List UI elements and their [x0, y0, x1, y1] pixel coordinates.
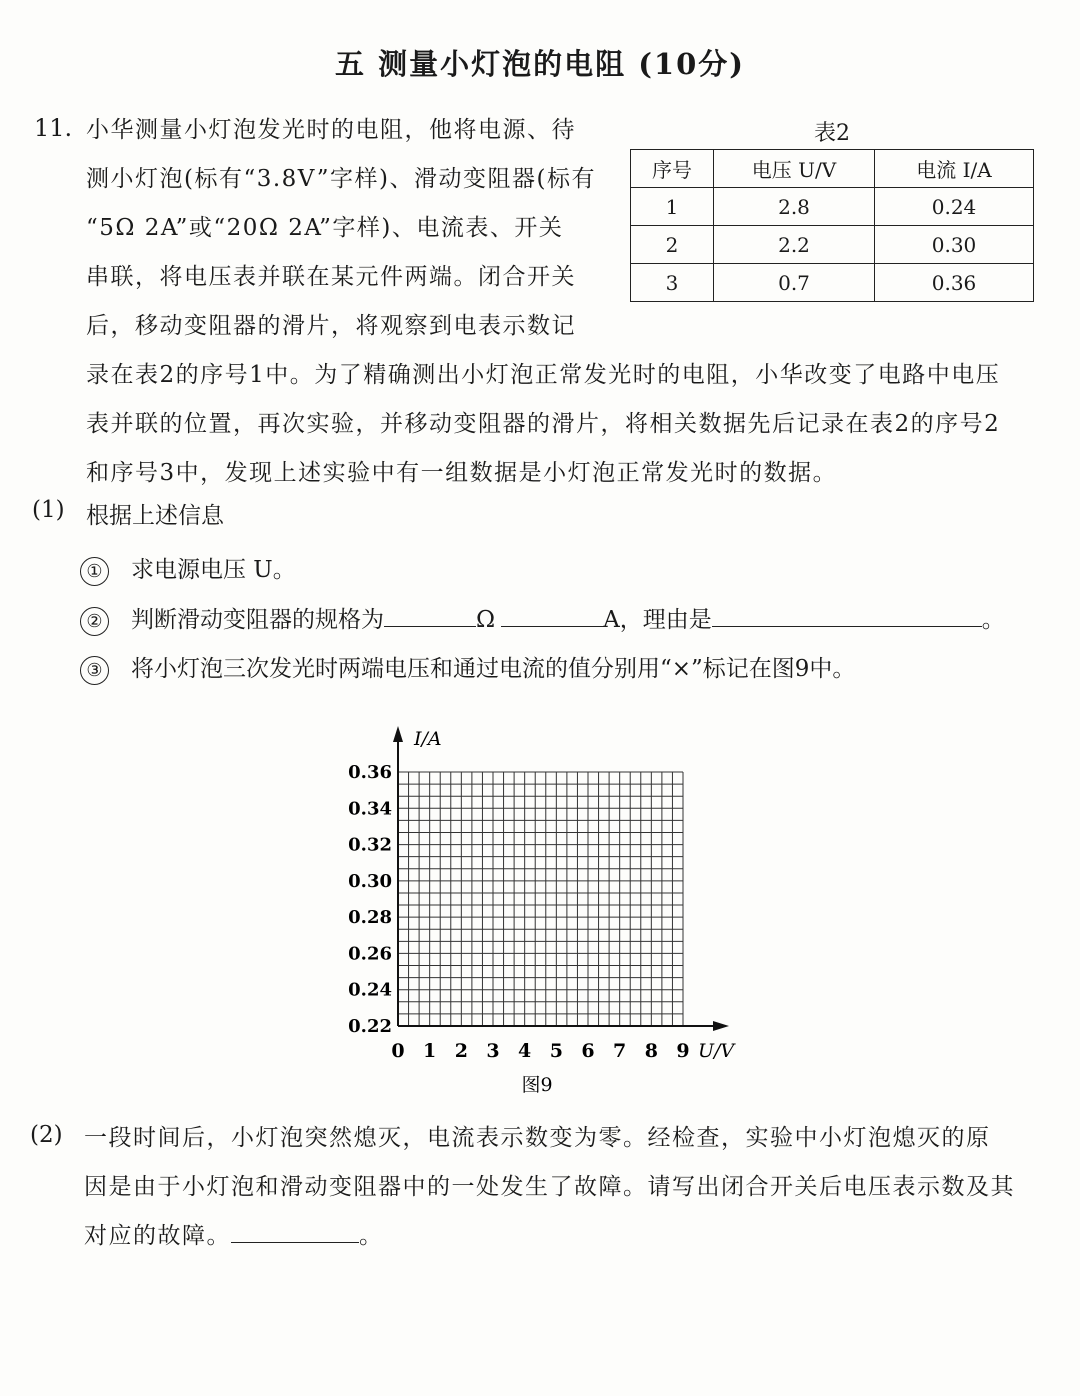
part1-label: (1) — [32, 497, 65, 523]
y-tick-label: 0.28 — [348, 907, 392, 929]
unit-amp-reason: A，理由是 — [603, 607, 712, 633]
table-row — [631, 226, 1034, 264]
circle-mark: ① — [80, 557, 109, 586]
table-header: 序号 — [631, 150, 714, 188]
part2-line: 因是由于小灯泡和滑动变阻器中的一处发生了故障。请写出闭合开关后电压表示数及其 — [84, 1174, 1015, 1200]
answer-blank-reason[interactable] — [712, 606, 982, 627]
cont-line: 录在表2的序号1中。为了精确测出小灯泡正常发光时的电阻，小华改变了电路中电压 — [86, 362, 1001, 388]
table-cell: 2.8 — [714, 188, 875, 226]
table-cell: 1 — [631, 188, 714, 226]
chart-title: 图9 — [521, 1074, 553, 1096]
x-tick-label: 0 — [391, 1040, 405, 1062]
y-tick-label: 0.36 — [348, 762, 392, 783]
y-tick-label: 0.26 — [348, 943, 392, 965]
table-caption: 表2 — [814, 121, 850, 146]
answer-blank-amp[interactable] — [501, 606, 603, 627]
x-tick-label: 2 — [454, 1040, 468, 1062]
part2-line: 一段时间后，小灯泡突然熄灭，电流表示数变为零。经检查，实验中小灯泡熄灭的原 — [84, 1125, 991, 1151]
table-cell: 0.30 — [875, 226, 1034, 264]
y-tick-label: 0.32 — [348, 834, 392, 856]
x-tick-label: 9 — [676, 1040, 690, 1062]
x-tick-label: 1 — [423, 1040, 437, 1062]
table-cell: 0.24 — [875, 188, 1034, 226]
table-row — [631, 188, 1034, 226]
y-axis-arrow — [393, 726, 403, 742]
y-tick-label: 0.24 — [348, 979, 392, 1001]
item-text: 求电源电压 U。 — [131, 557, 296, 583]
y-tick-label: 0.30 — [348, 870, 392, 892]
intro-line: 测小灯泡(标有“3.8V”字样)、滑动变阻器(标有 — [86, 166, 596, 192]
intro-line: 后，移动变阻器的滑片，将观察到电表示数记 — [86, 313, 576, 339]
item-1 — [80, 551, 296, 586]
part2-line-last — [84, 1212, 1044, 1261]
figure-9-chart — [330, 715, 770, 1105]
intro-line: 串联，将电压表并联在某元件两端。闭合开关 — [86, 264, 576, 290]
part2-end: 。 — [359, 1223, 384, 1249]
table-cell: 2 — [631, 226, 714, 264]
section-title: 五 测量小灯泡的电阻 (10分) — [335, 47, 745, 81]
item-2 — [80, 601, 1005, 636]
data-table — [630, 149, 1034, 302]
cont-line: 和序号3中，发现上述实验中有一组数据是小灯泡正常发光时的数据。 — [86, 460, 838, 486]
table-header-row — [631, 150, 1034, 188]
circle-mark: ② — [80, 607, 109, 636]
answer-blank-fault[interactable] — [231, 1222, 359, 1243]
x-axis-label: U/V — [698, 1040, 735, 1062]
part2-last-text: 对应的故障。 — [84, 1223, 231, 1249]
x-tick-label: 8 — [644, 1040, 658, 1062]
table-cell: 3 — [631, 264, 714, 302]
item-text: 将小灯泡三次发光时两端电压和通过电流的值分别用“×”标记在图9中。 — [131, 656, 856, 682]
table-cell: 2.2 — [714, 226, 875, 264]
chart-grid — [398, 772, 683, 1026]
chart-ticks — [348, 762, 689, 1062]
question-continued — [86, 351, 1046, 498]
intro-line: “5Ω 2A”或“20Ω 2A”字样)、电流表、开关 — [86, 215, 564, 241]
x-tick-label: 5 — [549, 1040, 563, 1062]
table-header: 电压 U/V — [714, 150, 875, 188]
intro-line: 小华测量小灯泡发光时的电阻，他将电源、待 — [86, 117, 576, 143]
table-cell: 0.36 — [875, 264, 1034, 302]
answer-blank-ohm[interactable] — [384, 606, 476, 627]
x-tick-label: 7 — [613, 1040, 627, 1062]
table-cell: 0.7 — [714, 264, 875, 302]
x-axis-arrow — [713, 1021, 729, 1031]
y-tick-label: 0.22 — [348, 1016, 392, 1037]
y-tick-label: 0.34 — [348, 798, 392, 820]
question-number: 11. — [34, 114, 73, 142]
part2-text — [84, 1114, 1044, 1261]
question-intro — [86, 106, 606, 351]
table-header: 电流 I/A — [875, 150, 1034, 188]
x-tick-label: 4 — [518, 1040, 532, 1062]
x-tick-label: 3 — [486, 1040, 500, 1062]
item-text: 判断滑动变阻器的规格为 — [131, 607, 384, 633]
circle-mark: ③ — [80, 656, 109, 685]
unit-ohm: Ω — [476, 607, 496, 633]
part2-label: (2) — [30, 1122, 63, 1148]
item-end: 。 — [981, 607, 1005, 633]
y-axis-label: I/A — [414, 728, 442, 750]
item-3 — [80, 650, 855, 685]
part1-text: 根据上述信息 — [86, 503, 224, 529]
table-row — [631, 264, 1034, 302]
cont-line: 表并联的位置，再次实验，并移动变阻器的滑片，将相关数据先后记录在表2的序号2 — [86, 411, 1001, 437]
x-tick-label: 6 — [581, 1040, 595, 1062]
